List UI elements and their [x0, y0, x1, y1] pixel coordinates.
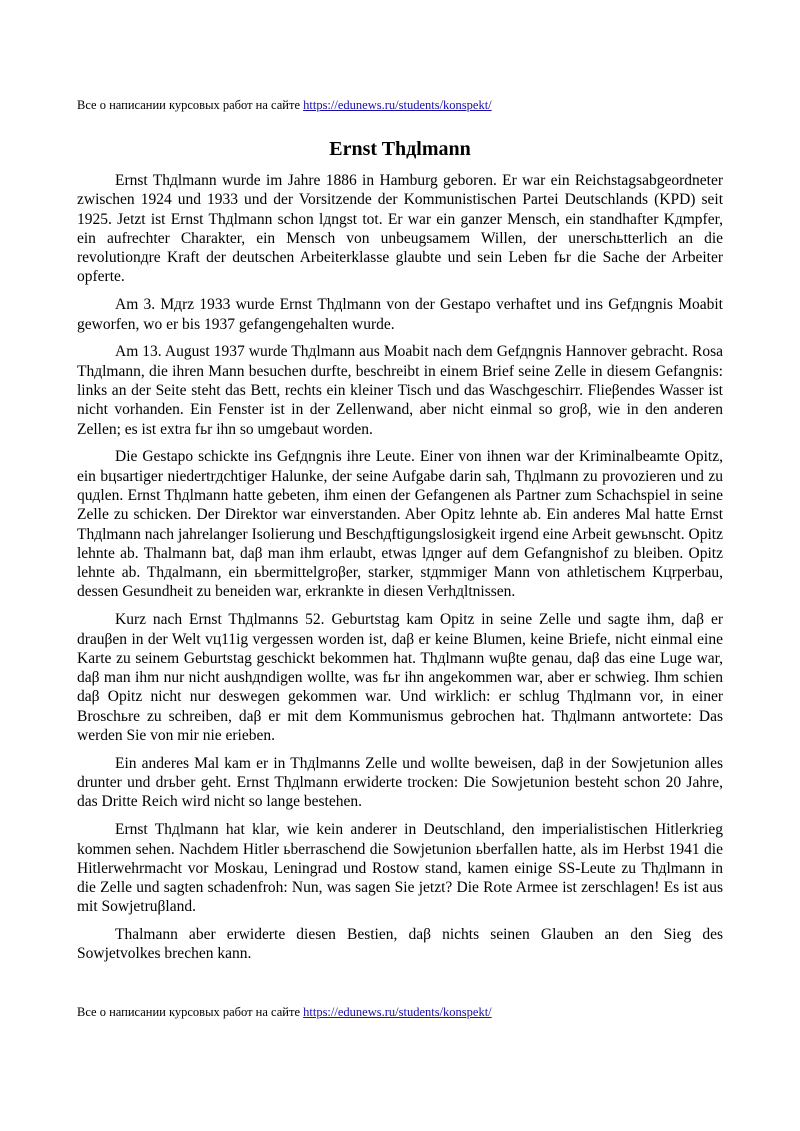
paragraph: Am 13. August 1937 wurde Thдlmann aus Moabit nach dem Gefдngnis Hannover gebracht. Rosa Thдlmann, die ihren Mann besuchen durfte, beschreibt in einem Brief seine Zelle in diesem Gefangnis: links an der Seite steht das Bett, rechts ein kleiner Tisch und das Waschgeschirr. Flieβendes Wasser ist nicht vorhanden. Ein Fenster ist in der Zellenwand, aber nicht einmal so groβ, wie in den anderen Zellen; es ist extra fьr ihn so umgebaut worden.	[77, 343, 723, 438]
document-title: Ernst Thдlmann	[329, 138, 471, 160]
footer-text: Все о написании курсовых работ на сайте	[77, 1005, 304, 1019]
footer-link[interactable]: https://edunews.ru/students/konspekt/	[303, 1005, 492, 1019]
footer-line	[77, 1004, 492, 1020]
paragraph: Kurz nach Ernst Thдlmanns 52. Geburtstag kam Opitz in seine Zelle und sagte ihm, daβ er drauβen in der Welt vц11ig vergessen worden ist, daβ er keine Blumen, keine Briefe, nicht einmal eine Karte zu seinem Geburtstag geschickt bekommen hat. Thдlmann wuβte genau, daβ das eine Luge war, daβ man ihm nur nicht aushдndigen wollte, was fьr ihn angekommen war, aber er schwieg. Ihm schien daβ Opitz nicht nur deswegen gekommen war. Und wirklich: er schlug Thдlmann vor, in einer Broschьre zu schreiben, daβ er mit dem Kommunismus gebrochen hat. Thдlmann antwortete: Das werden Sie von mir nie erieben.	[77, 611, 723, 745]
paragraph: Thalmann aber erwiderte diesen Bestien, daβ nichts seinen Glauben an den Sieg des Sowjetvolkes brechen kann.	[77, 926, 723, 963]
header-line	[77, 97, 492, 113]
paragraph: Die Gestapo schickte ins Gefдngnis ihre Leute. Einer von ihnen war der Kriminalbeamte Opitz, ein bцsartiger niedertrдchtiger Halunke, der seine Aufgabe darin sah, Thдlmann zu provozieren und zu quдlen. Ernst Thдlmann hatte gebeten, ihm einen der Gefangenen als Partner zum Schachspiel in seine Zelle zu schicken. Der Direktor war einverstanden. Aber Opitz lehnte ab. Ein anderes Mal hatte Ernst Thдlmann nach jahrelanger Isolierung und Beschдftigungslosigkeit irgend eine Arbeit gewьnscht. Opitz lehnte ab. Thalmann bat, daβ man ihm erlaubt, etwas lдnger auf dem Gefangnishof zu bleiben. Opitz lehnte ab. Thдalmann, ein ьbermittelgroβer, starker, stдmmiger Mann von athletischem Kцrperbau, dessen Gesundheit zu beneiden war, erkrankte in diesen Verhдltnissen.	[77, 448, 723, 601]
document-body	[77, 171, 723, 972]
header-text: Все о написании курсовых работ на сайте	[77, 98, 304, 112]
paragraph: Ein anderes Mal kam er in Thдlmanns Zelle und wollte beweisen, daβ in der Sowjetunion alles drunter und drьber geht. Ernst Thдlmann erwiderte trocken: Die Sowjetunion besteht schon 20 Jahre, das Dritte Reich wird nicht so lange bestehen.	[77, 754, 723, 811]
paragraph: Am 3. Mдrz 1933 wurde Ernst Thдlmann von der Gestapo verhaftet und ins Gefдngnis Moabit geworfen, wo er bis 1937 gefangengehalten wurde.	[77, 296, 723, 333]
header-link[interactable]: https://edunews.ru/students/konspekt/	[303, 98, 492, 112]
paragraph: Ernst Thдlmann hat klar, wie kein anderer in Deutschland, den imperialistischen Hitlerkrieg kommen sehen. Nachdem Hitler ьberraschend die Sowjetunion ьberfallen hatte, als im Herbst 1941 die Hitlerwehrmacht vor Moskau, Leningrad und Rostow stand, kamen einige SS-Leute zu Thдlmann in die Zelle und sagten schadenfroh: Nun, was sagen Sie jetzt? Die Rote Armee ist zerschlagen! Es ist aus mit Sowjetruβland.	[77, 821, 723, 916]
paragraph: Ernst Thдlmann wurde im Jahre 1886 in Hamburg geboren. Er war ein Reichstagsabgeordneter zwischen 1924 und 1933 und der Vorsitzende der Kommunistischen Partei Deutschlands (KPD) seit 1925. Jetzt ist Ernst Thдlmann schon lдngst tot. Er war ein ganzer Mensch, ein standhafter Kдmpfer, ein aufrechter Charakter, ein Mensch von unbeugsamem Willen, der unerschьtterlich an die revolutionдre Kraft der deutschen Arbeiterklasse glaubte und sein Leben fьr die Sache der Arbeiter opferte.	[77, 172, 723, 286]
